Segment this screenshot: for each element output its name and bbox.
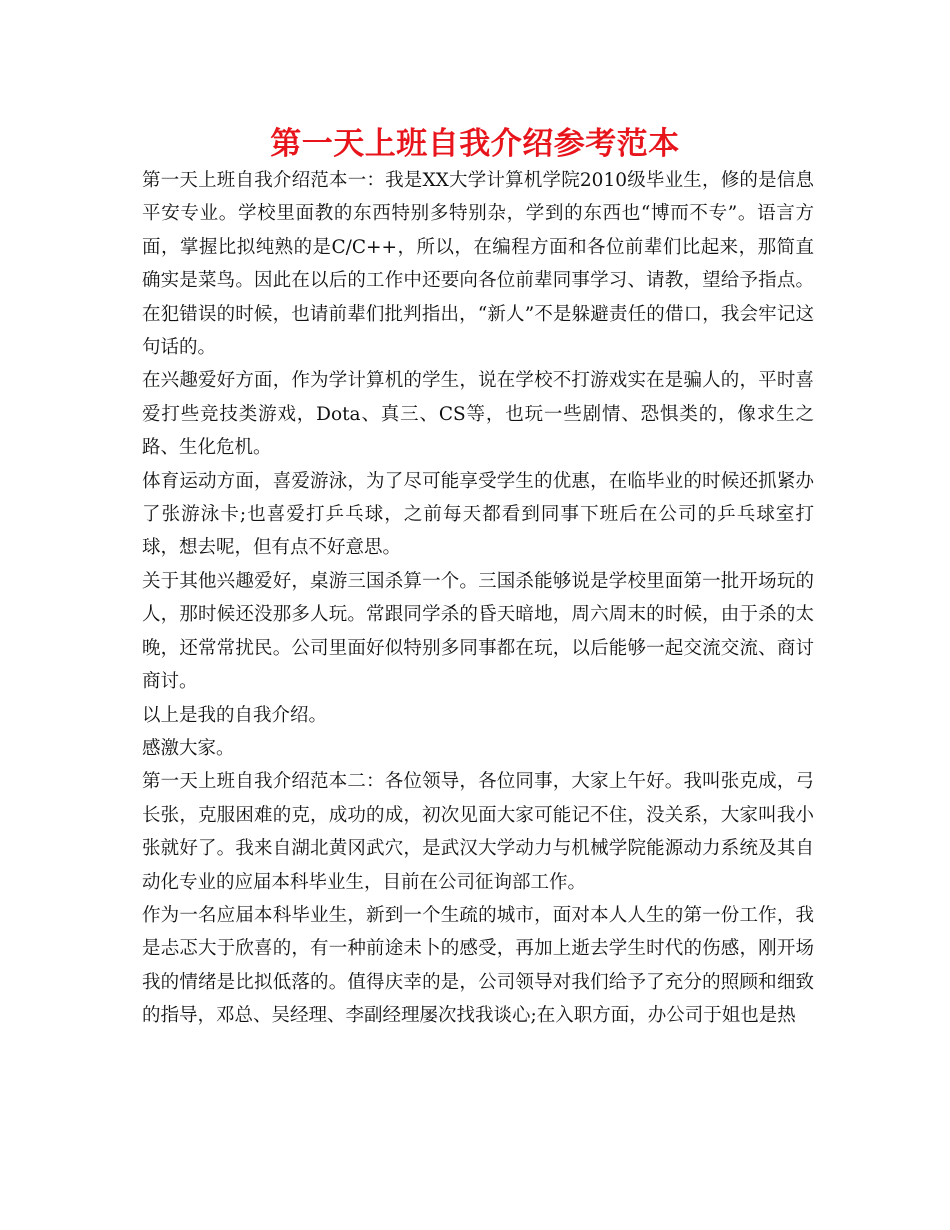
paragraph-intro-sample-one: 第一天上班自我介绍范本一：我是XX大学计算机学院2010级毕业生，修的是信息平安专业。学校里面教的东西特别多特别杂，学到的东西也“博而不专”。语言方面，掌握比拟纯熟的是C/C++，所以，在编程方面和各位前辈们比起来，那简直确实是菜鸟。因此在以后的工作中还要向各位前辈同事学习、请教，望给予指点。在犯错误的时候，也请前辈们批判指出，“新人”不是躲避责任的借口，我会牢记这句话的。 <box>142 170 814 359</box>
paragraph-closing: 以上是我的自我介绍。 <box>142 704 328 726</box>
paragraph-graduate-feelings: 作为一名应届本科毕业生，新到一个生疏的城市，面对本人人生的第一份工作，我是忐忑大于欣喜的，有一种前途未卜的感受，再加上逝去学生时代的伤感，刚开场我的情绪是比拟低落的。值得庆幸的是，公司领导对我们给予了充分的照顾和细致的指导，邓总、吴经理、李副经理屡次找我谈心;在入职方面，办公司于姐也是热 <box>142 904 814 1027</box>
paragraph-hobbies-games: 在兴趣爱好方面，作为学计算机的学生，说在学校不打游戏实在是骗人的，平时喜爱打些竞技类游戏，Dota、真三、CS等，也玩一些剧情、恐惧类的，像求生之路、生化危机。 <box>142 370 814 459</box>
paragraph-intro-sample-two: 第一天上班自我介绍范本二：各位领导，各位同事，大家上午好。我叫张克成，弓长张，克服困难的克，成功的成，初次见面大家可能记不住，没关系，大家叫我小张就好了。我来自湖北黄冈武穴，是武汉大学动力与机械学院能源动力系统及其自动化专业的应届本科毕业生，目前在公司征询部工作。 <box>142 771 814 893</box>
document-body <box>142 164 814 1033</box>
paragraph-board-games: 关于其他兴趣爱好，桌游三国杀算一个。三国杀能够说是学校里面第一批开场玩的人，那时候还没那多人玩。常跟同学杀的昏天暗地，周六周末的时候，由于杀的太晚，还常常扰民。公司里面好似特别多同事都在玩，以后能够一起交流交流、商讨商讨。 <box>142 570 814 693</box>
document-title: 第一天上班自我介绍参考范本 <box>270 126 680 162</box>
paragraph-sports: 体育运动方面，喜爱游泳，为了尽可能享受学生的优惠，在临毕业的时候还抓紧办了张游泳卡;也喜爱打乒乓球，之前每天都看到同事下班后在公司的乒乓球室打球，想去呢，但有点不好意思。 <box>142 470 814 559</box>
paragraph-thanks: 感激大家。 <box>142 737 235 759</box>
